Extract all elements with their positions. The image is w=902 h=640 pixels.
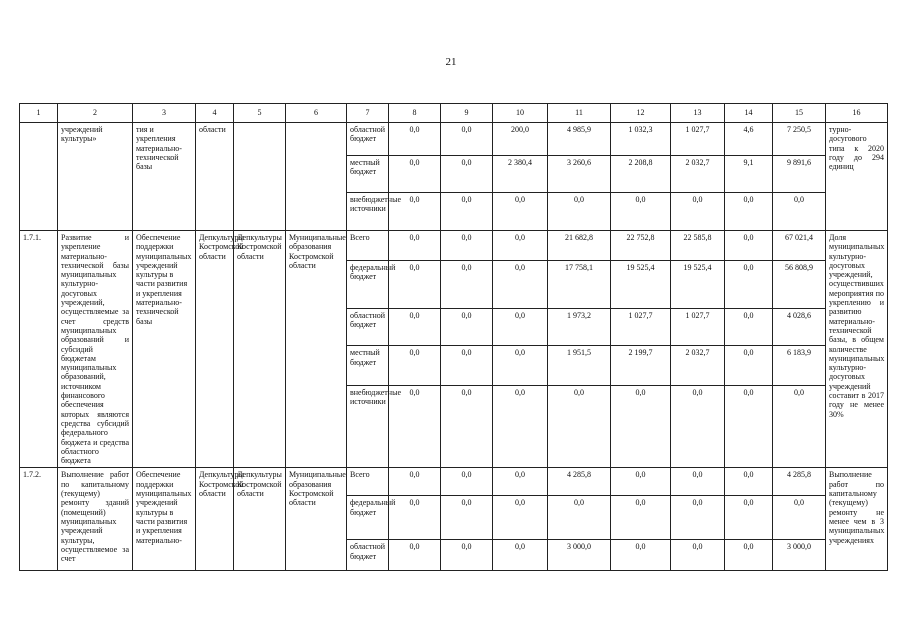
amount-cell: 1 973,2 [548,309,611,346]
participants: Муниципальные образования Костромской области [286,468,347,571]
funding-source: федеральный бюджет [347,496,389,540]
table-row [20,231,888,261]
amount-cell: 0,0 [671,468,725,496]
amount-cell: 0,0 [389,123,441,156]
expected-result: Доля муниципальных культурно-досуговых учреждений, осуществивших мероприятия по укреплению и развитию материально-технической базы, в общем количестве муниципальных культурно-досуговых учреждений составит в 2017 году не менее 30% [826,231,888,468]
total-cell: 6 183,9 [773,346,826,386]
co-executor: Депкультуры Костромской области [234,468,286,571]
amount-cell: 0,0 [493,231,548,261]
amount-cell: 0,0 [441,123,493,156]
amount-cell: 4 985,9 [548,123,611,156]
amount-cell: 0,0 [725,540,773,571]
amount-cell: 0,0 [548,193,611,231]
total-cell: 4 028,6 [773,309,826,346]
amount-cell: 0,0 [493,540,548,571]
activity-goal: тия и укрепления материально-технической базы [133,123,196,231]
column-header: 4 [196,104,234,123]
amount-cell: 0,0 [441,386,493,468]
funding-source: областной бюджет [347,540,389,571]
amount-cell: 0,0 [611,193,671,231]
amount-cell: 0,0 [725,468,773,496]
amount-cell: 0,0 [493,193,548,231]
responsible-executor: Депкультуры Костромской области [196,468,234,571]
page-number: 21 [445,56,457,68]
amount-cell: 0,0 [389,260,441,308]
funding-source: Всего [347,468,389,496]
amount-cell: 0,0 [493,386,548,468]
amount-cell: 0,0 [725,386,773,468]
column-header: 16 [826,104,888,123]
activity-name: Выполнение работ по капитальному (текущему) ремонту зданий (помещений) муниципальных учреждений культуры, осуществляемое за счет [58,468,133,571]
amount-cell: 0,0 [441,468,493,496]
amount-cell: 1 027,7 [671,123,725,156]
amount-cell: 0,0 [389,156,441,193]
item-number: 1.7.1. [20,231,58,468]
expected-result: турно-досугового типа к 2020 году до 294 единиц [826,123,888,231]
amount-cell: 9,1 [725,156,773,193]
column-header: 6 [286,104,347,123]
amount-cell: 0,0 [671,193,725,231]
total-cell: 56 808,9 [773,260,826,308]
column-header: 5 [234,104,286,123]
total-cell: 7 250,5 [773,123,826,156]
amount-cell: 0,0 [389,193,441,231]
amount-cell: 0,0 [493,346,548,386]
amount-cell: 0,0 [389,386,441,468]
amount-cell: 0,0 [441,540,493,571]
activity-name: учреждений культуры» [58,123,133,231]
column-header: 8 [389,104,441,123]
amount-cell: 0,0 [725,309,773,346]
amount-cell: 1 027,7 [671,309,725,346]
budget-table [19,103,888,571]
participants: Муниципальные образования Костромской области [286,231,347,468]
amount-cell: 200,0 [493,123,548,156]
activity-goal: Обеспечение поддержки муниципальных учреждений культуры в части развития и укрепления материально- [133,468,196,571]
amount-cell: 19 525,4 [671,260,725,308]
amount-cell: 2 199,7 [611,346,671,386]
column-header: 12 [611,104,671,123]
amount-cell: 0,0 [671,540,725,571]
activity-name: Развитие и укрепление материально-технической базы муниципальных культурно-досуговых учреждений, осуществляемые за счет средств муниципальных образований и субсидий бюджетам муниципальных образований, источником финансового обеспечения которых являются средства субсидий федерального бюджета и средства областного бюджета [58,231,133,468]
amount-cell: 0,0 [389,346,441,386]
amount-cell: 0,0 [441,156,493,193]
column-header: 10 [493,104,548,123]
amount-cell: 0,0 [725,193,773,231]
amount-cell: 0,0 [441,496,493,540]
amount-cell: 0,0 [441,231,493,261]
amount-cell: 0,0 [671,386,725,468]
amount-cell: 4,6 [725,123,773,156]
amount-cell: 2 032,7 [671,156,725,193]
amount-cell: 0,0 [493,309,548,346]
amount-cell: 0,0 [441,260,493,308]
amount-cell: 0,0 [725,496,773,540]
amount-cell: 1 032,3 [611,123,671,156]
amount-cell: 0,0 [611,540,671,571]
co-executor: Депкультуры Костромской области [234,231,286,468]
amount-cell: 0,0 [611,386,671,468]
funding-source: областной бюджет [347,309,389,346]
funding-source: внебюджетные источники [347,386,389,468]
amount-cell: 17 758,1 [548,260,611,308]
column-header: 2 [58,104,133,123]
column-header: 13 [671,104,725,123]
column-header: 11 [548,104,611,123]
responsible-executor: Депкультуры Костромской области [196,231,234,468]
funding-source: Всего [347,231,389,261]
amount-cell: 3 000,0 [548,540,611,571]
amount-cell: 21 682,8 [548,231,611,261]
total-cell: 9 891,6 [773,156,826,193]
amount-cell: 0,0 [389,309,441,346]
participants [286,123,347,231]
column-header: 14 [725,104,773,123]
amount-cell: 3 260,6 [548,156,611,193]
amount-cell: 0,0 [611,496,671,540]
column-header: 1 [20,104,58,123]
column-header: 3 [133,104,196,123]
amount-cell: 0,0 [611,468,671,496]
amount-cell: 2 208,8 [611,156,671,193]
column-header: 7 [347,104,389,123]
amount-cell: 0,0 [493,496,548,540]
column-header: 9 [441,104,493,123]
amount-cell: 0,0 [671,496,725,540]
funding-source: федеральный бюджет [347,260,389,308]
amount-cell: 0,0 [389,496,441,540]
funding-source: внебюджетные источники [347,193,389,231]
amount-cell: 0,0 [493,260,548,308]
total-cell: 0,0 [773,496,826,540]
item-number [20,123,58,231]
amount-cell: 0,0 [441,309,493,346]
activity-goal: Обеспечение поддержки муниципальных учреждений культуры в части развития и укрепления материально-технической базы [133,231,196,468]
amount-cell: 0,0 [548,496,611,540]
amount-cell: 1 027,7 [611,309,671,346]
total-cell: 67 021,4 [773,231,826,261]
amount-cell: 0,0 [389,231,441,261]
amount-cell: 0,0 [493,468,548,496]
amount-cell: 1 951,5 [548,346,611,386]
funding-source: местный бюджет [347,156,389,193]
item-number: 1.7.2. [20,468,58,571]
amount-cell: 2 032,7 [671,346,725,386]
amount-cell: 0,0 [441,346,493,386]
amount-cell: 4 285,8 [548,468,611,496]
amount-cell: 2 380,4 [493,156,548,193]
amount-cell: 22 585,8 [671,231,725,261]
amount-cell: 0,0 [389,540,441,571]
total-cell: 0,0 [773,386,826,468]
amount-cell: 0,0 [725,346,773,386]
funding-source: местный бюджет [347,346,389,386]
amount-cell: 22 752,8 [611,231,671,261]
responsible-executor: области [196,123,234,231]
funding-source: областной бюджет [347,123,389,156]
table-row [20,123,888,156]
co-executor [234,123,286,231]
column-header: 15 [773,104,826,123]
table-row [20,468,888,496]
header-row [20,104,888,123]
total-cell: 4 285,8 [773,468,826,496]
amount-cell: 0,0 [725,260,773,308]
amount-cell: 0,0 [725,231,773,261]
total-cell: 3 000,0 [773,540,826,571]
amount-cell: 0,0 [389,468,441,496]
amount-cell: 0,0 [548,386,611,468]
amount-cell: 0,0 [441,193,493,231]
expected-result: Выполнение работ по капитальному (текущему) ремонту не менее чем в 3 муниципальных учреждениях [826,468,888,571]
total-cell: 0,0 [773,193,826,231]
amount-cell: 19 525,4 [611,260,671,308]
